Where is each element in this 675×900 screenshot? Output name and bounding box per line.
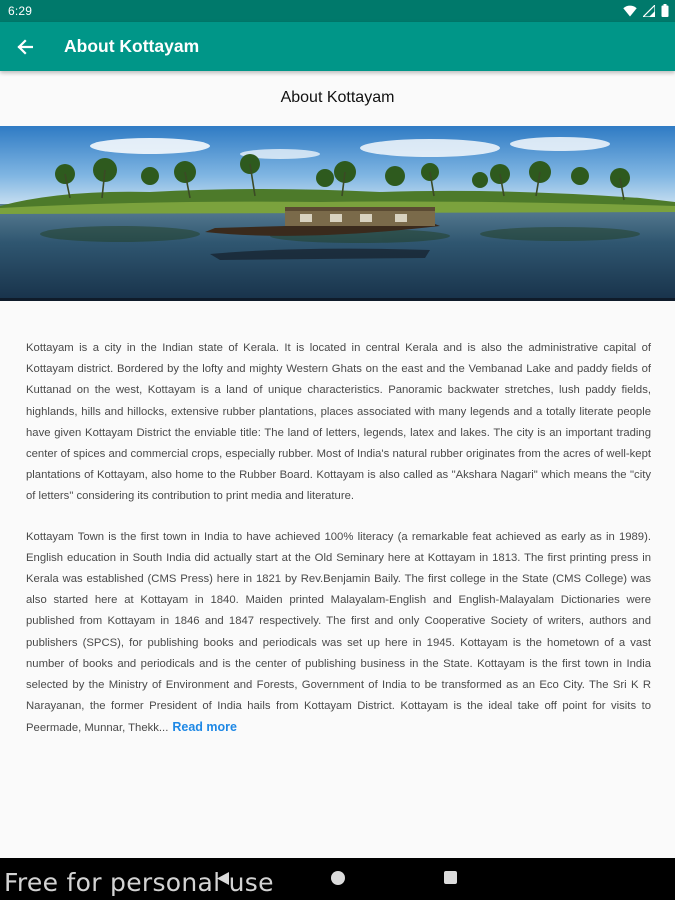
signal-icon xyxy=(643,5,655,17)
page-heading: About Kottayam xyxy=(280,89,395,106)
status-icons xyxy=(623,4,669,17)
read-more-link[interactable]: Read more xyxy=(172,720,237,735)
back-button[interactable] xyxy=(12,34,38,60)
about-content xyxy=(26,338,651,740)
nav-home-icon[interactable] xyxy=(331,871,345,885)
about-paragraph-1: Kottayam is a city in the Indian state of Kerala. It is located in central Kerala and is also the administrative capital of Kottayam district. Bordered by the lofty and mighty Western Ghats on the east and the Vembanad Lake and paddy fields of Kuttanad on the west, Kottayam is a land of unique characteristics. Panoramic backwater stretches, lush paddy fields, highlands, hills and hillocks, extensive rubber plantations, places associated with many legends and a totally literate people have given Kottayam District the enviable title: The land of letters, legends, latex and lakes. The city is an important trading center of spices and commercial crops, especially rubber. Most of India's natural rubber originates from the acres of well-kept plantations of Kottayam, also home to the Rubber Board. Kottayam is also called as "Akshara Nagari" which means the "city of letters" considering its contribution to print media and literature. xyxy=(26,342,651,503)
status-bar xyxy=(0,0,675,22)
battery-icon xyxy=(661,4,669,17)
app-bar xyxy=(0,22,675,71)
about-paragraph-2-text: Kottayam Town is the first town in India to have achieved 100% literacy (a remarkable feat achieved as early as in 1989). English education in South India did actually start at the Old Seminary here at Kottayam in 1813. The first printing press in Kerala was established (CMS Press) here in 1821 by Rev.Benjamin Baily. The first college in the State (CMS College) was also started here at Kottayam in 1840. Maiden printed Malayalam-English and English-Malayalam Dictionaries were published from Kottayam in 1846 and 1847 respectively. The first and only Cooperative Society of writers, authors and publishers (SPCS), for publishing books and periodicals was set up here in 1945. Kottayam is the hometown of a vast number of books and periodicals and is the center of publishing business in the State. Kottayam is the first town in India selected by the Ministry of Environment and Forests, Government of India to be transformed as an Eco City. The Sri K R Narayanan, the former President of India hails from Kottayam District. Kottayam is the ideal take off point for visits to Peermade, Munnar, Thekk... xyxy=(26,530,651,735)
about-paragraph-2 xyxy=(26,527,651,740)
navigation-bar xyxy=(0,858,675,900)
nav-recents-icon[interactable] xyxy=(444,871,457,884)
status-time: 6:29 xyxy=(8,4,33,18)
backwater-houseboat-photo xyxy=(0,126,675,301)
watermark-text: Free for personal use xyxy=(4,868,274,897)
wifi-icon xyxy=(623,5,637,17)
arrow-left-icon xyxy=(17,39,33,55)
app-title: About Kottayam xyxy=(64,36,200,56)
